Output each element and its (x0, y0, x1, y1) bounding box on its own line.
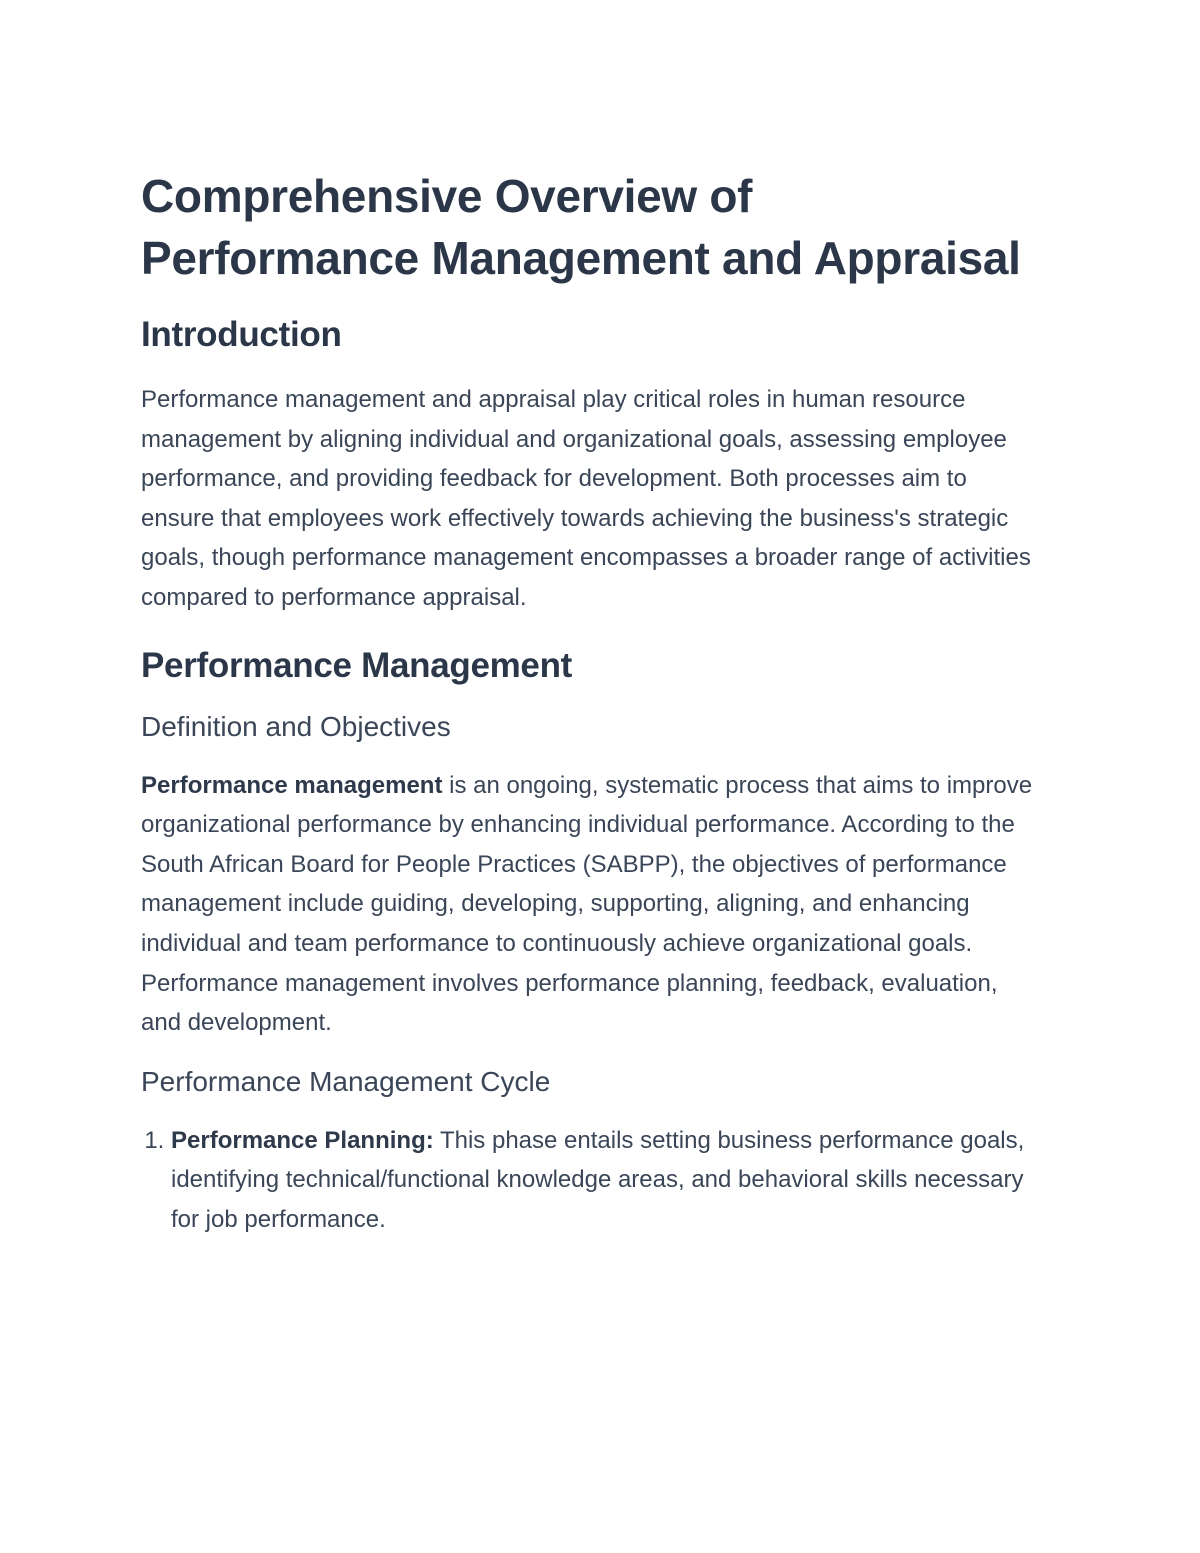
subsection-heading-cycle: Performance Management Cycle (141, 1065, 551, 1097)
list-item-text: This phase entails setting business performance goals, identifying technical/functional knowledge areas, and behavioral skills necessary for job performance. (171, 1126, 1025, 1233)
section-heading-performance-management: Performance Management (141, 645, 573, 685)
definition-paragraph (141, 766, 1041, 1043)
definition-text: is an ongoing, systematic process that aims to improve organizational performance by enhancing individual performance. According to the South African Board for People Practices (SABPP), the objectives of performance management include guiding, developing, supporting, aligning, and enhancing individual and team performance to continuously achieve organizational goals. Performance management involves performance planning, feedback, evaluation, and development. (141, 771, 1033, 1037)
section-heading-introduction: Introduction (141, 315, 342, 354)
list-item-bold-term: Performance Planning: (171, 1126, 434, 1154)
list-item (171, 1121, 1041, 1240)
introduction-paragraph: Performance management and appraisal play critical roles in human resource management by aligning individual and organizational goals, assessing employee performance, and providing feedback for development. Both processes aim to ensure that employees work effectively towards achieving the business's strategic goals, though performance management encompasses a broader range of activities compared to performance appraisal. (141, 386, 1031, 611)
document-title: Comprehensive Overview of Performance Management and Appraisal (141, 170, 1021, 284)
document-page (141, 165, 1041, 1240)
subsection-heading-definition: Definition and Objectives (141, 710, 451, 742)
definition-bold-term: Performance management (141, 771, 443, 799)
cycle-list (141, 1121, 1041, 1240)
